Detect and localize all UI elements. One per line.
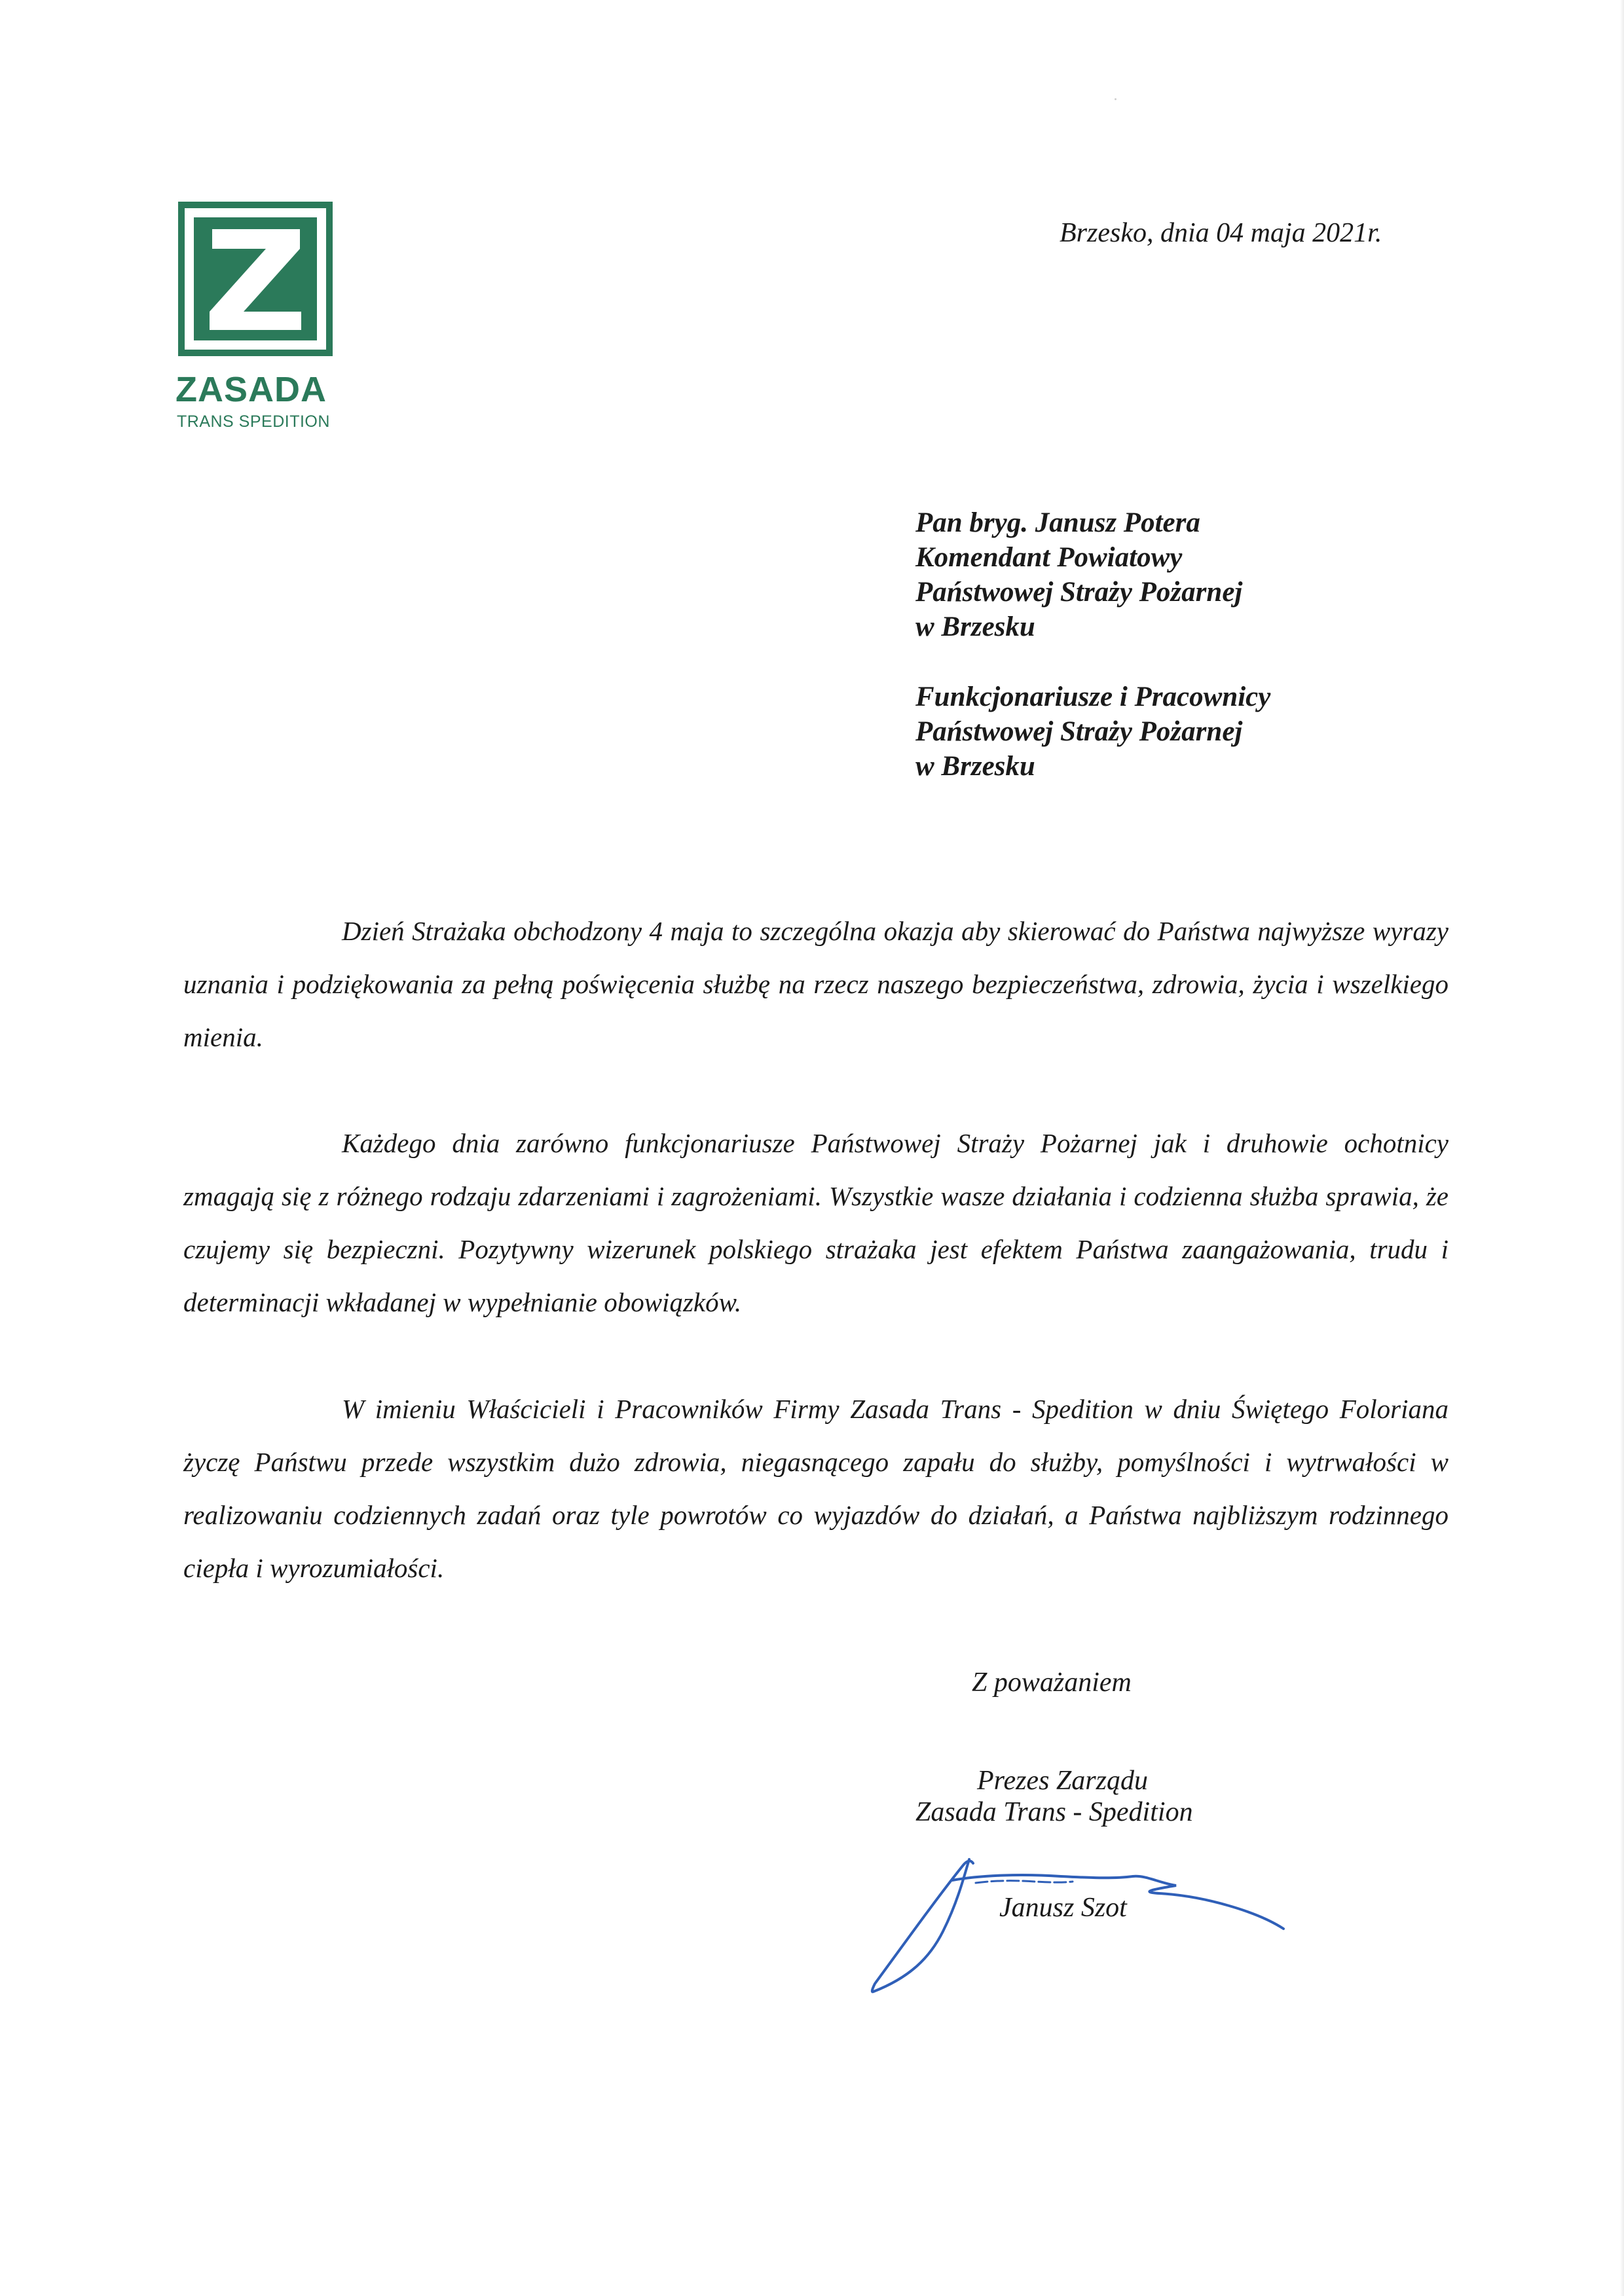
- letter-date: Brzesko, dnia 04 maja 2021r.: [1060, 218, 1382, 248]
- scan-speck: [1115, 98, 1116, 100]
- closing-regards: Z poważaniem: [972, 1667, 1132, 1698]
- body-paragraph-2: Każdego dnia zarówno funkcjonariusze Państwowej Straży Pożarnej jak i druhowie ochotnicy zmagają się z różnego rodzaju zdarzeniami i zagrożeniami. Wszystkie wasze działania i codzienna służba sprawia, że czujemy się bezpieczni. Pozytywny wizerunek polskiego strażaka jest efektem Państwa zaangażowania, trudu i determinacji wkładanej w wypełnianie obowiązków.: [183, 1128, 1449, 1317]
- addressee-block-1: [915, 505, 1242, 644]
- addressee-block-2: [915, 680, 1270, 784]
- addressee-line: Pan bryg. Janusz Potera: [915, 507, 1200, 538]
- body-paragraph-3: W imieniu Właścicieli i Pracowników Firmy Zasada Trans - Spedition w dniu Świętego Foloriana życzę Państwu przede wszystkim dużo zdrowia, niegasnącego zapału do służby, pomyślności i wytrwałości w realizowaniu codziennych zadań oraz tyle powrotów co wyjazdów do działań, a Państwa najbliższym rodzinnego ciepła i wyrozumiałości.: [183, 1394, 1449, 1583]
- company-name: ZASADA: [175, 370, 327, 409]
- signatory-title: Prezes Zarządu: [977, 1766, 1148, 1796]
- body-paragraph-1: Dzień Strażaka obchodzony 4 maja to szczególna okazja aby skierować do Państwa najwyższe wyrazy uznania i podziękowania za pełną poświęcenia służbę na rzecz naszego bezpieczeństwa, zdrowia, życia i wszelkiego mienia.: [183, 916, 1449, 1052]
- addressee-line: Państwowej Straży Pożarnej: [915, 716, 1243, 747]
- page-edge: [1620, 0, 1624, 2296]
- addressee-line: Funkcjonariusze i Pracownicy: [915, 682, 1271, 712]
- addressee-line: Państwowej Straży Pożarnej: [915, 577, 1243, 608]
- signatory-company: Zasada Trans - Spedition: [915, 1797, 1193, 1827]
- company-subtitle: TRANS SPEDITION: [177, 412, 330, 431]
- handwritten-signature-icon: [864, 1820, 1297, 1997]
- signatory-name: Janusz Szot: [999, 1893, 1127, 1923]
- addressee-line: Komendant Powiatowy: [915, 542, 1183, 573]
- addressee-line: w Brzesku: [915, 751, 1035, 782]
- addressee-line: w Brzesku: [915, 611, 1035, 642]
- zasada-logo-icon: [178, 202, 333, 356]
